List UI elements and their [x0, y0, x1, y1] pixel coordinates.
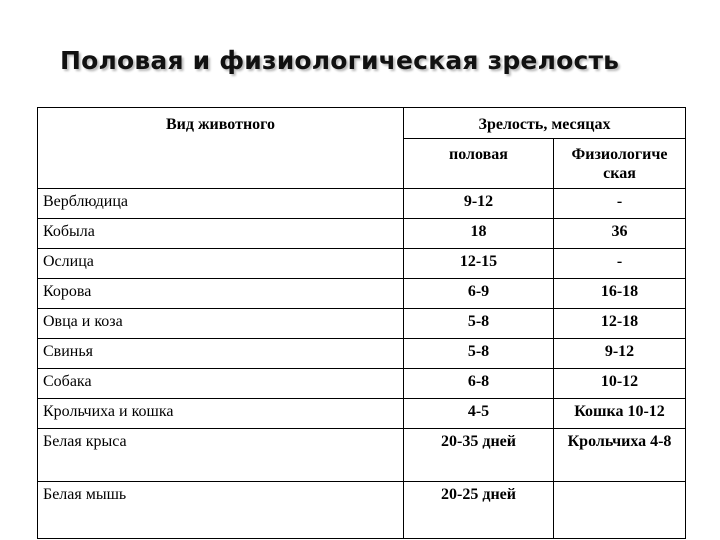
cell-animal: Крольчиха и кошка	[38, 399, 404, 429]
cell-physiological: 36	[554, 219, 686, 249]
table-row	[38, 189, 686, 219]
table-row	[38, 399, 686, 429]
cell-sexual: 4-5	[404, 399, 554, 429]
table-row	[38, 279, 686, 309]
cell-animal: Свинья	[38, 339, 404, 369]
cell-physiological: 9-12	[554, 339, 686, 369]
cell-animal: Белая мышь	[38, 482, 404, 539]
slide-title: Половая и физиологическая зрелость	[60, 46, 620, 75]
table-header-row	[38, 108, 686, 139]
table-row	[38, 339, 686, 369]
cell-sexual: 6-8	[404, 369, 554, 399]
cell-sexual: 6-9	[404, 279, 554, 309]
cell-sexual: 9-12	[404, 189, 554, 219]
cell-physiological: Крольчиха 4-8	[554, 429, 686, 482]
cell-physiological: -	[554, 249, 686, 279]
cell-sexual: 18	[404, 219, 554, 249]
cell-sexual: 20-35 дней	[404, 429, 554, 482]
cell-sexual: 5-8	[404, 309, 554, 339]
cell-sexual: 5-8	[404, 339, 554, 369]
cell-physiological: 10-12	[554, 369, 686, 399]
cell-animal: Верблюдица	[38, 189, 404, 219]
table-row	[38, 482, 686, 539]
cell-animal: Корова	[38, 279, 404, 309]
header-sexual: половая	[404, 139, 554, 189]
cell-physiological: Кошка 10-12	[554, 399, 686, 429]
header-physiological: Физиологиче ская	[554, 139, 686, 189]
table-row	[38, 219, 686, 249]
table-row	[38, 309, 686, 339]
cell-physiological	[554, 482, 686, 539]
table-row	[38, 429, 686, 482]
cell-animal: Овца и коза	[38, 309, 404, 339]
cell-animal: Кобыла	[38, 219, 404, 249]
cell-animal: Белая крыса	[38, 429, 404, 482]
header-maturity-months: Зрелость, месяцах	[404, 108, 686, 139]
cell-sexual: 20-25 дней	[404, 482, 554, 539]
header-animal: Вид животного	[38, 108, 404, 189]
cell-physiological: 16-18	[554, 279, 686, 309]
cell-physiological: -	[554, 189, 686, 219]
table-row	[38, 249, 686, 279]
cell-animal: Собака	[38, 369, 404, 399]
maturity-table	[37, 107, 686, 539]
cell-sexual: 12-15	[404, 249, 554, 279]
cell-animal: Ослица	[38, 249, 404, 279]
cell-physiological: 12-18	[554, 309, 686, 339]
table-row	[38, 369, 686, 399]
